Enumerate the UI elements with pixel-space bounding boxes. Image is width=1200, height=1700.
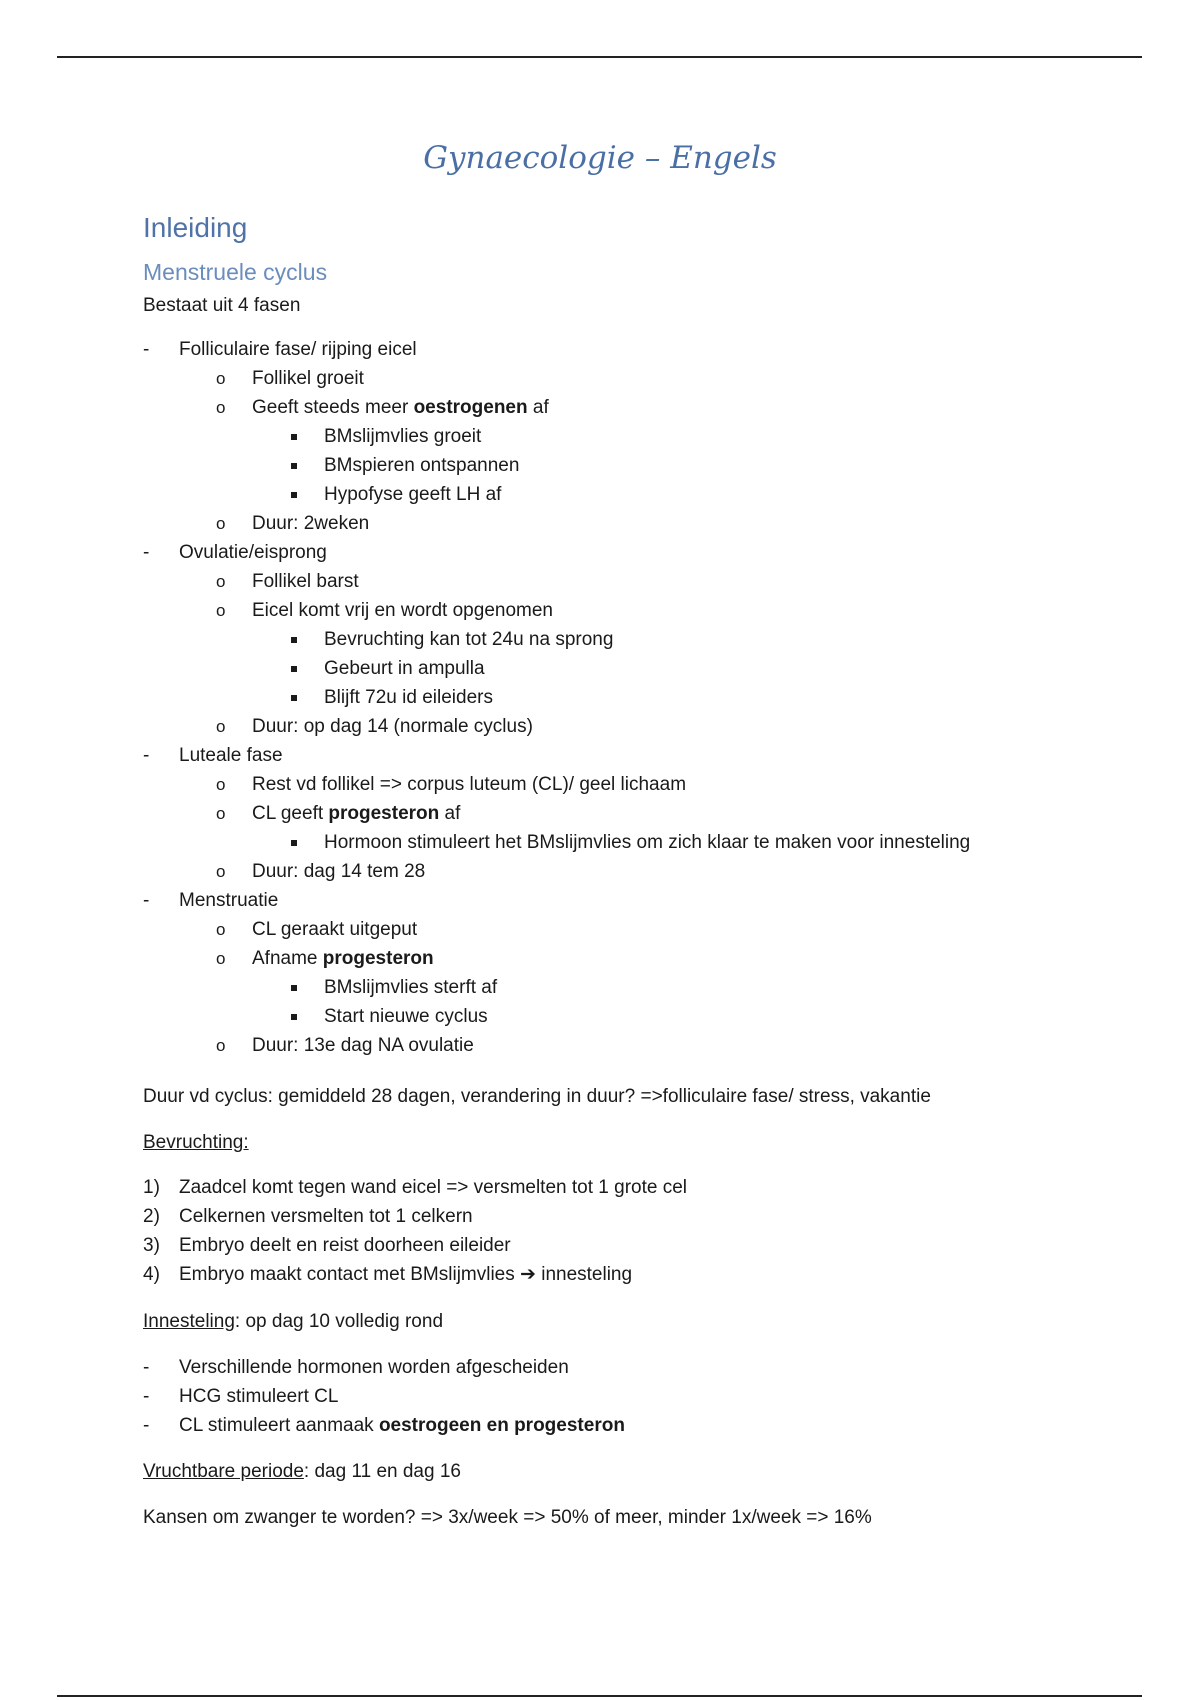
phase-label: Luteale fase: [179, 745, 283, 766]
vruchtbaar-text: : dag 11 en dag 16: [303, 1461, 461, 1482]
item-text: CL geraakt uitgeput: [252, 919, 418, 940]
phase-item: [252, 773, 686, 797]
item-bold-text: oestrogeen en progesteron: [378, 1415, 625, 1436]
step-number: 2): [143, 1206, 160, 1227]
step-number: 1): [143, 1177, 160, 1198]
kansen-text: Kansen om zwanger te worden? => 3x/week => 50% of meer, minder 1x/week => 16%: [143, 1507, 872, 1528]
phase-subitem: BMspieren ontspannen: [324, 455, 520, 476]
page-title: Gynaecologie – Engels: [423, 140, 777, 176]
square-bullet: [291, 463, 297, 469]
innesteling-text: : op dag 10 volledig rond: [234, 1311, 444, 1332]
vruchtbaar-line: [143, 1460, 461, 1484]
phase-subitem: Start nieuwe cyclus: [324, 1006, 488, 1027]
phase-label: Ovulatie/eisprong: [179, 542, 327, 563]
item-bold-text: progesteron: [328, 803, 440, 824]
phase-item: [252, 860, 425, 884]
step-number: 4): [143, 1264, 160, 1285]
heading-inleiding: Inleiding: [143, 212, 248, 243]
item-text: CL geeft: [252, 803, 329, 824]
phase-subitem: Hormoon stimuleert het BMslijmvlies om zich klaar te maken voor innesteling: [324, 832, 971, 853]
step-number: 3): [143, 1235, 160, 1256]
dash-bullet: -: [143, 1386, 150, 1407]
phase-item: [252, 947, 434, 971]
phase-item: [252, 599, 553, 623]
bevruchting-label: Bevruchting:: [143, 1132, 249, 1153]
phase-item: [252, 396, 549, 420]
circle-bullet: o: [216, 804, 226, 823]
phase-item: [252, 715, 533, 739]
item-text: Duur: 13e dag NA ovulatie: [252, 1035, 474, 1056]
circle-bullet: o: [216, 862, 226, 881]
phase-subitem: Hypofyse geeft LH af: [324, 484, 502, 505]
circle-bullet: o: [216, 775, 226, 794]
dash-bullet: -: [143, 1415, 150, 1436]
circle-bullet: o: [216, 717, 226, 736]
phase-label: Folliculaire fase/ rijping eicel: [179, 339, 417, 360]
footer-rule: [57, 1695, 1142, 1697]
circle-bullet: o: [216, 369, 226, 388]
phase-item: [252, 918, 417, 942]
circle-bullet: o: [216, 514, 226, 533]
phase-subitem: Blijft 72u id eileiders: [324, 687, 493, 708]
item-text: af: [439, 803, 461, 824]
heading-menstruele-cyclus: Menstruele cyclus: [143, 259, 328, 285]
step-text: Embryo maakt contact met BMslijmvlies ➔ innesteling: [179, 1264, 633, 1285]
phase-item: [252, 512, 369, 536]
dash-bullet: -: [143, 890, 150, 911]
innesteling-item: [179, 1356, 569, 1380]
step-text: Zaadcel komt tegen wand eicel => versmelten tot 1 grote cel: [179, 1177, 687, 1198]
square-bullet: [291, 434, 297, 440]
dash-bullet: -: [143, 745, 150, 766]
innesteling-label: Innesteling: [143, 1311, 235, 1332]
phase-subitem: Bevruchting kan tot 24u na sprong: [324, 629, 614, 650]
circle-bullet: o: [216, 1036, 226, 1055]
vruchtbaar-label: Vruchtbare periode: [143, 1461, 304, 1482]
item-text: Verschillende hormonen worden afgescheiden: [179, 1357, 569, 1378]
circle-bullet: o: [216, 949, 226, 968]
phase-subitem: BMslijmvlies sterft af: [324, 977, 498, 998]
item-text: HCG stimuleert CL: [179, 1386, 339, 1407]
phase-item: [252, 367, 364, 391]
phase-subitem: Gebeurt in ampulla: [324, 658, 485, 679]
item-bold-text: progesteron: [322, 948, 434, 969]
item-text: Eicel komt vrij en wordt opgenomen: [252, 600, 553, 621]
phase-label: Menstruatie: [179, 890, 279, 911]
square-bullet: [291, 492, 297, 498]
step-text: Celkernen versmelten tot 1 celkern: [179, 1206, 473, 1227]
header-rule: [57, 56, 1142, 58]
item-text: Duur: dag 14 tem 28: [252, 861, 426, 882]
square-bullet: [291, 695, 297, 701]
step-text: Embryo deelt en reist doorheen eileider: [179, 1235, 511, 1256]
phase-item: [252, 570, 359, 594]
dash-bullet: -: [143, 339, 150, 360]
item-text: Afname: [252, 948, 323, 969]
square-bullet: [291, 1014, 297, 1020]
item-text: Follikel barst: [252, 571, 359, 592]
cycle-duration-text: Duur vd cyclus: gemiddeld 28 dagen, verandering in duur? =>folliculaire fase/ stress, vakantie: [143, 1086, 931, 1107]
item-text: Follikel groeit: [252, 368, 364, 389]
item-text: af: [527, 397, 549, 418]
intro-text: Bestaat uit 4 fasen: [143, 295, 301, 316]
item-text: Duur: 2weken: [252, 513, 370, 534]
square-bullet: [291, 985, 297, 991]
phase-item: [252, 1034, 474, 1058]
dash-bullet: -: [143, 542, 150, 563]
innesteling-line: [143, 1310, 443, 1334]
item-text: Rest vd follikel => corpus luteum (CL)/ geel lichaam: [252, 774, 687, 795]
circle-bullet: o: [216, 572, 226, 591]
circle-bullet: o: [216, 601, 226, 620]
circle-bullet: o: [216, 398, 226, 417]
item-text: CL stimuleert aanmaak: [179, 1415, 379, 1436]
item-text: Geeft steeds meer: [252, 397, 414, 418]
square-bullet: [291, 637, 297, 643]
item-bold-text: oestrogenen: [413, 397, 528, 418]
phase-subitem: BMslijmvlies groeit: [324, 426, 482, 447]
innesteling-item: [179, 1414, 625, 1438]
square-bullet: [291, 840, 297, 846]
circle-bullet: o: [216, 920, 226, 939]
phase-item: [252, 802, 460, 826]
item-text: Duur: op dag 14 (normale cyclus): [252, 716, 533, 737]
dash-bullet: -: [143, 1357, 150, 1378]
square-bullet: [291, 666, 297, 672]
innesteling-item: [179, 1385, 338, 1409]
